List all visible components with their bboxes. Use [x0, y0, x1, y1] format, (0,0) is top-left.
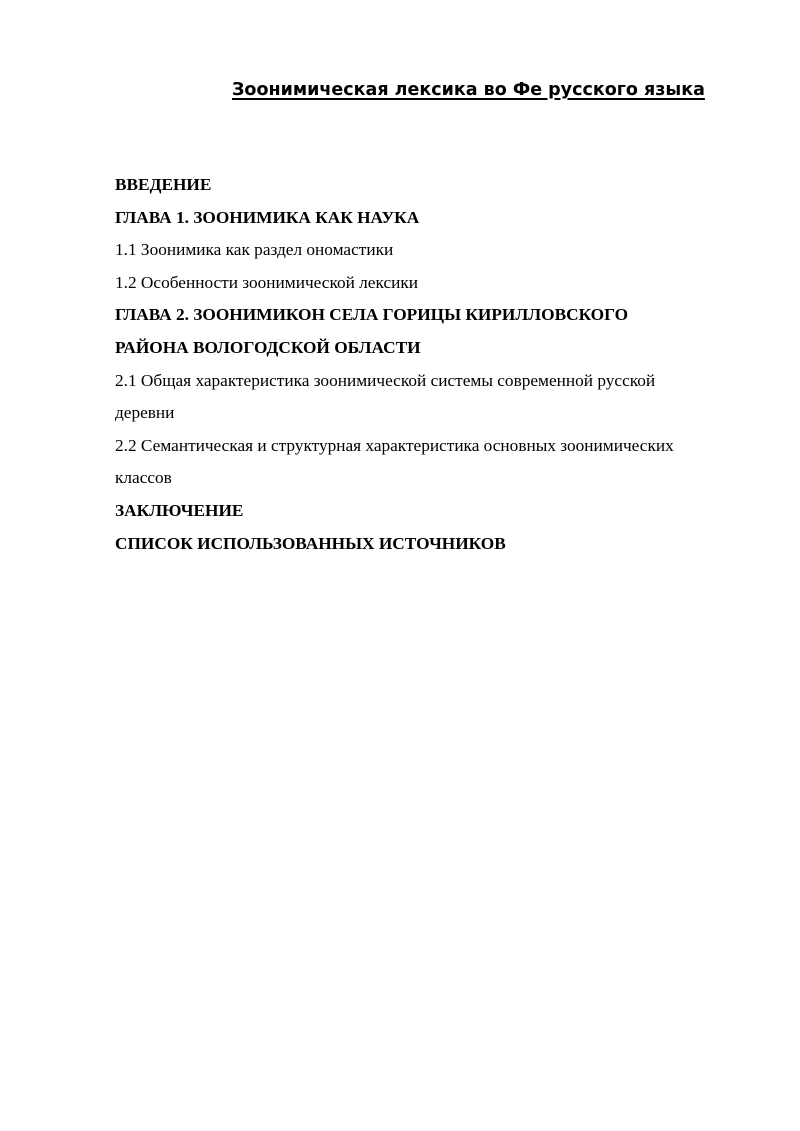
toc-section-2-2-line-2: классов	[115, 468, 172, 488]
toc-chapter-2-line-2: РАЙОНА ВОЛОГОДСКОЙ ОБЛАСТИ	[115, 337, 421, 357]
toc-conclusion: ЗАКЛЮЧЕНИЕ	[115, 500, 244, 520]
toc-section-2-1-line-1: 2.1 Общая характеристика зоонимической системы современной русской	[115, 370, 656, 390]
toc-references: СПИСОК ИСПОЛЬЗОВАННЫХ ИСТОЧНИКОВ	[115, 533, 506, 553]
table-of-contents	[115, 169, 740, 560]
document-title: Зоонимическая лексика во Фе русского языка	[232, 80, 705, 100]
toc-chapter-2-line-1: ГЛАВА 2. ЗООНИМИКОН СЕЛА ГОРИЦЫ КИРИЛЛОВСКОГО	[115, 305, 629, 325]
toc-section-1-1: 1.1 Зоонимика как раздел ономастики	[115, 240, 394, 260]
toc-section-2-2-line-1: 2.2 Семантическая и структурная характеристика основных зоонимических	[115, 435, 674, 455]
toc-section-2-1-line-2: деревни	[115, 403, 175, 423]
toc-section-1-2: 1.2 Особенности зоонимической лексики	[115, 272, 419, 292]
toc-introduction: ВВЕДЕНИЕ	[115, 175, 212, 194]
toc-chapter-1: ГЛАВА 1. ЗООНИМИКА КАК НАУКА	[115, 207, 420, 227]
